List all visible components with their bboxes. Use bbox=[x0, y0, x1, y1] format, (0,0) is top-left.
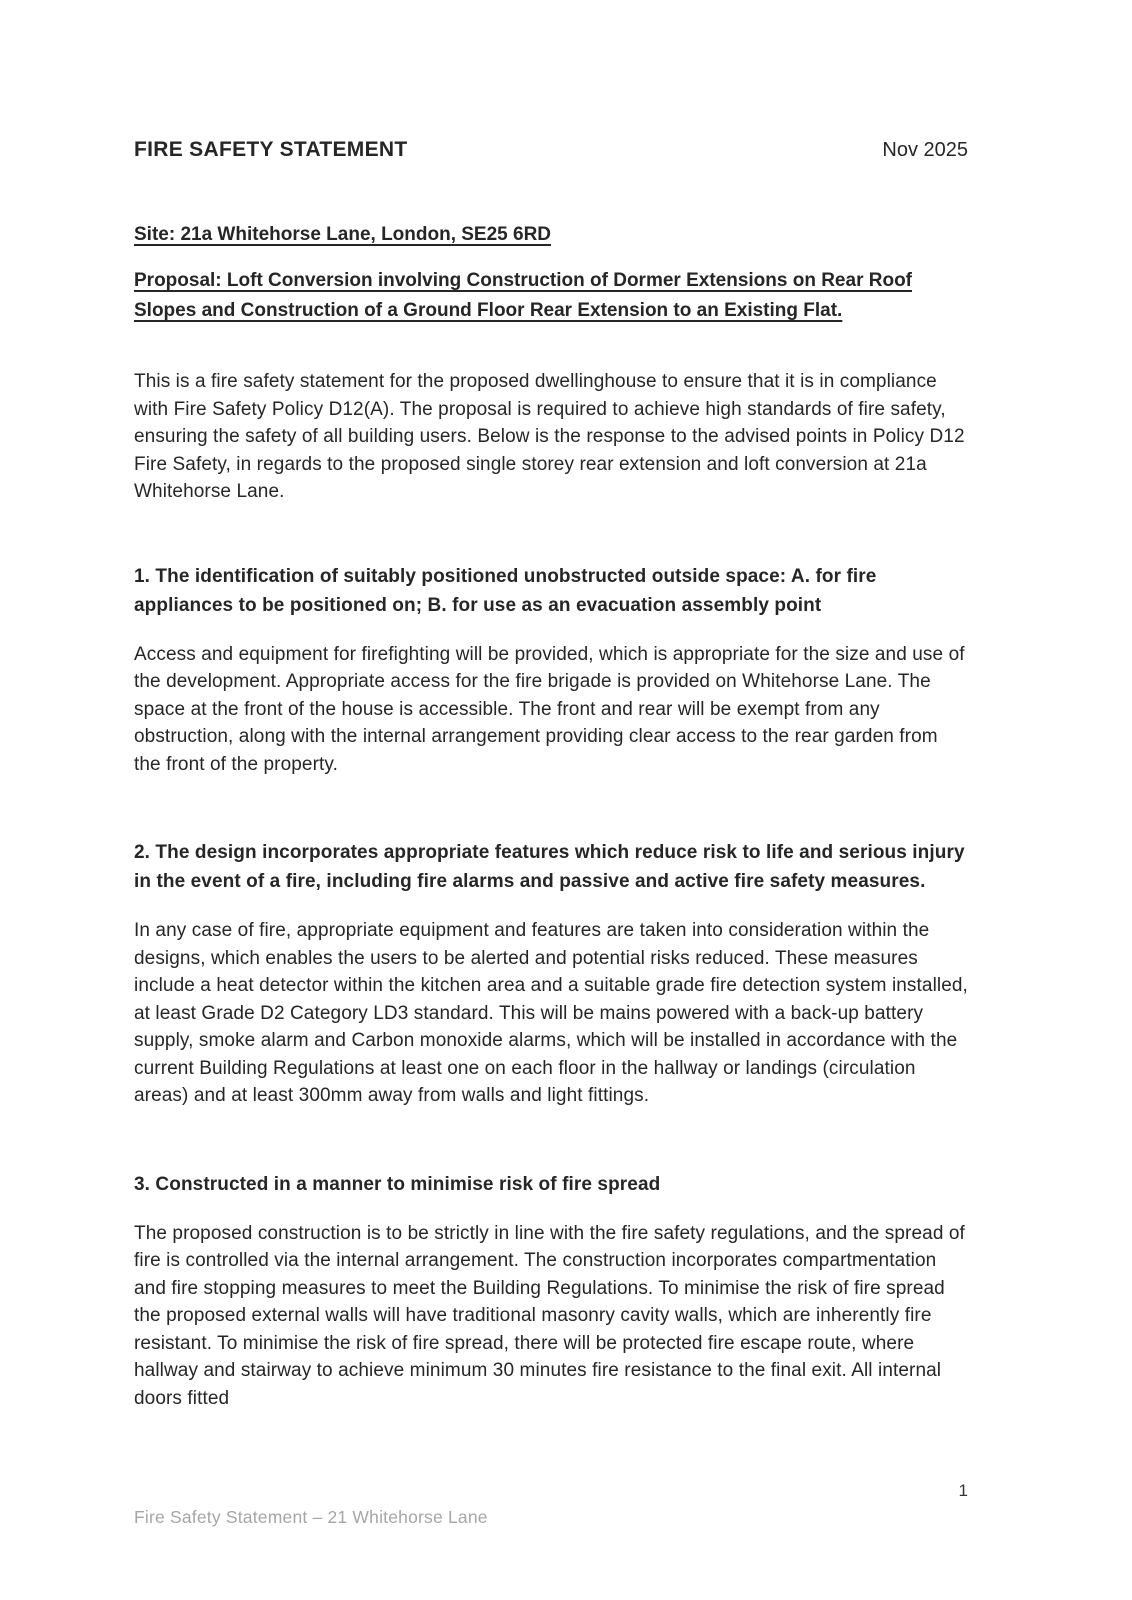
section-1-body: Access and equipment for firefighting will be provided, which is appropriate for the size and use of the development. Appropriate access for the fire brigade is provided on Whitehorse Lane. The space at the front of the house is accessible. The front and rear will be exempt from any obstruction, along with the internal arrangement providing clear access to the rear garden from the front of the property. bbox=[134, 643, 965, 775]
document-header bbox=[134, 138, 968, 162]
intro-paragraph: This is a fire safety statement for the proposed dwellinghouse to ensure that it is in compliance with Fire Safety Policy D12(A). The proposal is required to achieve high standards of fire safety, ensuring the safety of all building users. Below is the response to the advised points in Policy D12 Fire Safety, in regards to the proposed single storey rear extension and loft conversion at 21a Whitehorse Lane. bbox=[134, 371, 965, 502]
section-3-heading: 3. Constructed in a manner to minimise risk of fire spread bbox=[134, 1173, 661, 1195]
document-date: Nov 2025 bbox=[882, 139, 968, 161]
section-1-heading: 1. The identification of suitably positioned unobstructed outside space: A. for fire appliances to be positioned on; B. for use as an evacuation assembly point bbox=[134, 565, 877, 616]
section-3-body: The proposed construction is to be strictly in line with the fire safety regulations, and the spread of fire is controlled via the internal arrangement. The construction incorporates compartmentation and fire stopping measures to meet the Building Regulations. To minimise the risk of fire spread the proposed external walls will have traditional masonry cavity walls, which are inherently fire resistant. To minimise the risk of fire spread, there will be protected fire escape route, where hallway and stairway to achieve minimum 30 minutes fire resistance to the final exit. All internal doors fitted bbox=[134, 1222, 965, 1409]
site-heading: Site: 21a Whitehorse Lane, London, SE25 6RD bbox=[134, 224, 552, 245]
section-2-heading: 2. The design incorporates appropriate features which reduce risk to life and serious injury in the event of a fire, including fire alarms and passive and active fire safety measures. bbox=[134, 842, 965, 892]
footer-text: Fire Safety Statement – 21 Whitehorse Lane bbox=[134, 1507, 488, 1527]
section-1 bbox=[134, 562, 968, 779]
document-title: FIRE SAFETY STATEMENT bbox=[134, 138, 408, 161]
section-3 bbox=[134, 1170, 968, 1413]
page-number: 1 bbox=[958, 1481, 968, 1500]
section-2-body: In any case of fire, appropriate equipment and features are taken into consideration within the designs, which enables the users to be alerted and potential risks reduced. These measures include a heat detector within the kitchen area and a suitable grade fire detection system installed, at least Grade D2 Category LD3 standard. This will be mains powered with a back-up battery supply, smoke alarm and Carbon monoxide alarms, which will be installed in accordance with the current Building Regulations at least one on each floor in the hallway or landings (circulation areas) and at least 300mm away from walls and light fittings. bbox=[134, 920, 968, 1106]
proposal-heading: Proposal: Loft Conversion involving Construction of Dormer Extensions on Rear Roof Slopes and Construction of a Ground Floor Rear Extension to an Existing Flat. bbox=[134, 270, 912, 321]
section-2 bbox=[134, 838, 968, 1110]
